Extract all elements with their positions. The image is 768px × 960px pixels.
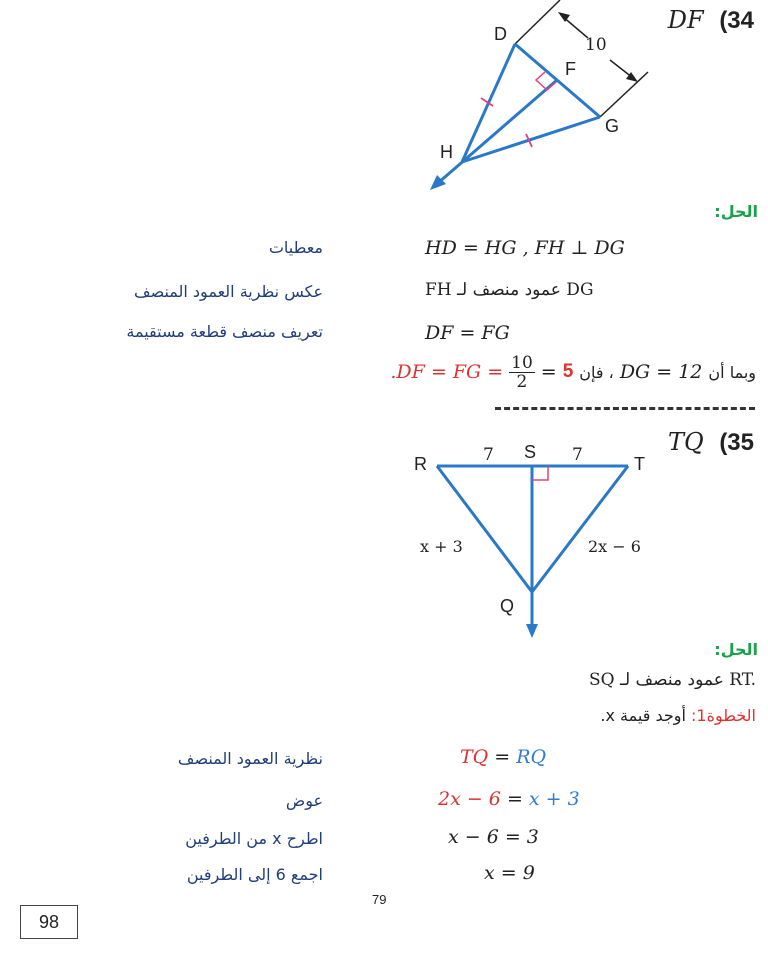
p35-row2-lhs: 2x − 6 xyxy=(438,788,501,810)
p34-row3-reason: تعريف منصف قطعة مستقيمة xyxy=(126,322,323,341)
problem-35-number: (35 xyxy=(719,429,754,456)
p35-row1-math xyxy=(460,746,546,768)
label-st-7: 7 xyxy=(572,445,583,465)
label-d: D xyxy=(494,24,507,44)
problem-34-variable: DF xyxy=(667,6,704,34)
p34-conclusion xyxy=(390,350,756,394)
conclusion-prefix: وبما أن xyxy=(708,362,756,382)
measure-ext-d xyxy=(515,0,560,44)
conclusion-fraction xyxy=(509,354,535,391)
p35-row4-reason: اجمع 6 إلى الطرفين xyxy=(186,865,323,884)
label-r: R xyxy=(414,454,427,474)
problem-35-variable: TQ xyxy=(667,428,704,456)
ray-fh xyxy=(438,80,557,183)
label-g: G xyxy=(605,116,620,136)
segment-tq xyxy=(532,466,628,592)
solution-label-35: الحل: xyxy=(714,640,758,659)
page-number-center: 79 xyxy=(372,892,387,907)
segment-rq xyxy=(437,466,532,592)
measure-ext-g xyxy=(600,72,648,117)
p34-row2-text: FH عمود منصف لـ DG xyxy=(425,280,594,300)
p34-row2-reason: عكس نظرية العمود المنصف xyxy=(134,282,323,301)
label-f: F xyxy=(565,59,576,79)
p35-row1-eq: = xyxy=(488,746,517,768)
conclusion-eq: = xyxy=(540,361,557,383)
p34-row1-reason: معطيات xyxy=(268,238,323,257)
label-h: H xyxy=(440,142,453,162)
step1-text: أوجد قيمة x. xyxy=(600,706,686,725)
label-rq-expr: x + 3 xyxy=(420,537,463,556)
p34-row1-math xyxy=(425,237,625,259)
conclusion-five: 5 xyxy=(562,361,574,382)
label-measure-10: 10 xyxy=(585,35,607,55)
p34-row3-math xyxy=(425,322,510,344)
diagram-34 xyxy=(0,0,768,200)
p35-row1-lhs: TQ xyxy=(460,746,489,768)
p35-row2-math xyxy=(438,788,580,810)
p35-row2-eq: = xyxy=(500,788,529,810)
diagram-35 xyxy=(0,440,768,640)
problem-34-number: (34 xyxy=(719,7,754,34)
p34-row2-math xyxy=(425,280,594,300)
conclusion-then: ، فإن xyxy=(579,362,614,382)
p34-row1-text: HD = HG , FH ⊥ DG xyxy=(425,237,625,259)
ray-sq-arrowhead xyxy=(526,624,538,638)
label-tq-expr: 2x − 6 xyxy=(588,537,641,556)
fraction-numerator: 10 xyxy=(511,352,533,373)
fraction-denominator: 2 xyxy=(516,371,528,392)
label-rs-7: 7 xyxy=(483,445,494,465)
section-separator xyxy=(495,407,755,410)
right-angle-mark-35 xyxy=(532,466,548,480)
page-number-box: 98 xyxy=(20,905,78,939)
p35-row1-reason: نظرية العمود المنصف xyxy=(177,749,323,768)
label-q: Q xyxy=(500,596,515,616)
p34-row3-text: DF = FG xyxy=(425,322,510,344)
solution-label-34: الحل: xyxy=(714,202,758,221)
conclusion-dg: DG = 12 xyxy=(619,361,703,383)
p35-row4-math xyxy=(484,862,535,884)
p35-row3-lhs: x − 6 = 3 xyxy=(448,826,539,848)
p35-row4-lhs: x = 9 xyxy=(484,862,535,884)
p35-row2-reason: عوض xyxy=(285,791,323,810)
p35-row2-rhs: x + 3 xyxy=(528,788,580,810)
p35-row1-rhs: RQ xyxy=(516,746,547,768)
p35-row3-reason: اطرح x من الطرفين xyxy=(185,829,323,848)
segment-hg xyxy=(462,117,600,162)
p35-step1 xyxy=(600,706,756,725)
label-s: S xyxy=(524,442,537,462)
step1-label: الخطوة1: xyxy=(691,706,756,725)
conclusion-tail: .DF = FG = xyxy=(390,361,504,383)
p35-statement: SQ عمود منصف لـ RT. xyxy=(588,670,756,690)
label-t: T xyxy=(634,454,645,474)
p35-row3-math xyxy=(448,826,539,848)
